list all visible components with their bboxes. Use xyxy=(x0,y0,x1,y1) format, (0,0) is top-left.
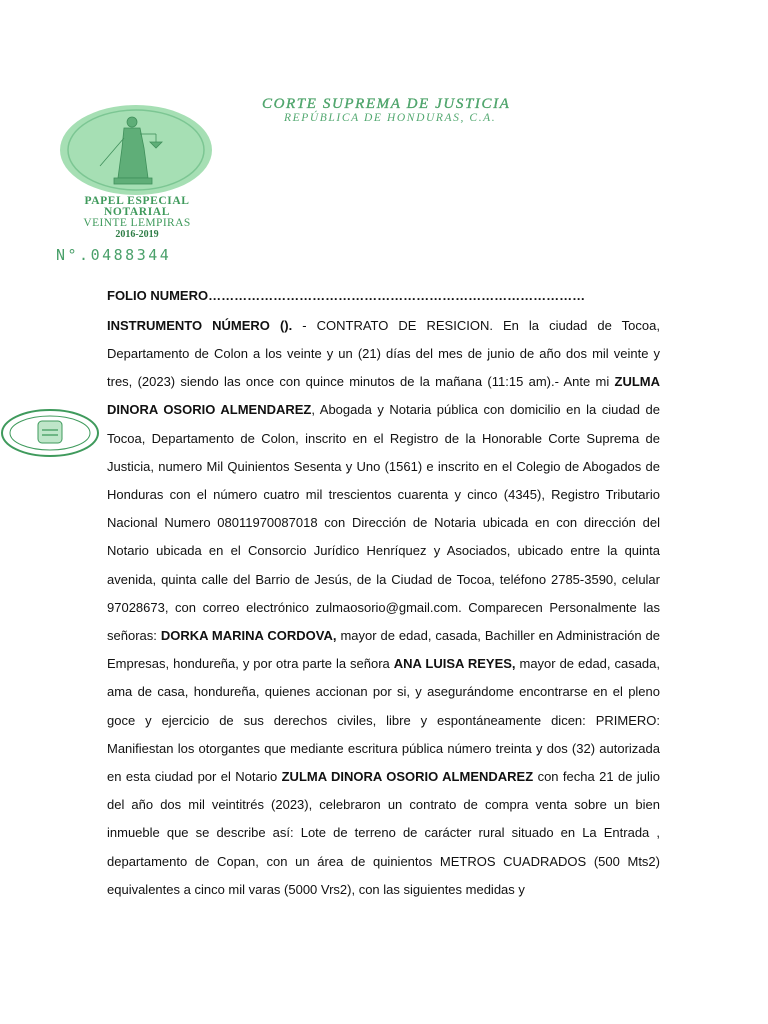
paragraph-text-4: mayor de edad, casada, ama de casa, hondureña, quienes accionan por si, y asegurándome encontrarse en el pleno goce y ejercicio de sus derechos civiles, libre y espontáneamente dicen: PRIMERO: Manifiestan los otorgantes que mediante escritura pública número treinta y dos (32) autorizada en esta ciudad por el Notario xyxy=(107,656,661,784)
instrument-label: INSTRUMENTO NÚMERO (). xyxy=(107,317,293,333)
court-title: CORTE SUPREMA DE JUSTICIA xyxy=(262,96,511,112)
contract-paragraph xyxy=(107,312,660,904)
paragraph-text-1: - CONTRATO DE RESICION. En la ciudad de Tocoa, Departamento de Colon a los veinte y un (21) días del mes de junio de año dos mil veinte y tres, (2023) siendo las once con quince minutos de la mañana (11:15 am).- Ante mi xyxy=(107,317,660,390)
notary-stamp-icon xyxy=(0,408,100,458)
seal-line-1: PAPEL ESPECIAL xyxy=(84,195,190,207)
seal-line-3: VEINTE LEMPIRAS xyxy=(83,217,191,229)
notarial-paper-seal xyxy=(58,104,216,240)
folio-line xyxy=(107,282,660,310)
paragraph-text-5: con fecha 21 de julio del año dos mil veintitrés (2023), celebraron un contrato de compra venta sobre un bien inmueble que se describe así: Lote de terreno de carácter rural situado en La Entrada , departamento de Copan, con un área de quinientos METROS CUADRADOS (500 Mts2) equivalentes a cinco mil varas (5000 Vrs2), con las siguientes medidas y xyxy=(107,768,661,897)
party-2-name: ANA LUISA REYES, xyxy=(393,656,516,672)
folio-label: FOLIO NUMERO…………………………………………………………………………… xyxy=(107,288,586,303)
document-body xyxy=(107,282,660,904)
notary-name-2: ZULMA DINORA OSORIO ALMENDAREZ xyxy=(281,768,534,784)
seal-line-2: NOTARIAL xyxy=(104,206,170,218)
justice-statue-seal-icon xyxy=(60,104,214,196)
party-1-name: DORKA MARINA CORDOVA, xyxy=(160,627,337,643)
seal-caption xyxy=(58,196,216,240)
notary-name: ZULMA DINORA OSORIO ALMENDAREZ xyxy=(107,374,660,418)
republic-subtitle: REPÚBLICA DE HONDURAS, C.A. xyxy=(284,112,497,124)
paragraph-text-2: , Abogada y Notaria pública con domicilio en la ciudad de Tocoa, Departamento de Colon, inscrito en el Registro de la Honorable Corte Suprema de Justicia, numero Mil Quinientos Sesenta y Uno (1561) e inscrito en el Colegio de Abogados de Honduras con el número cuatro mil trescientos cuarenta y cinco (4345), Registro Tributario Nacional Numero 08011970087018 con Dirección de Notaria ubicada en con dirección del Notario ubicada en el Consorcio Jurídico Henríquez y Asociados, ubicado entre la quinta avenida, quinta calle del Barrio de Jesús, de la Ciudad de Tocoa, teléfono 2785-3590, celular 97028673, con correo electrónico zulmaosorio@gmail.com. Comparecen Personalmente las señoras: xyxy=(107,402,660,643)
seal-line-4: 2016-2019 xyxy=(115,229,159,240)
serial-number: N°.0488344 xyxy=(56,246,172,264)
paragraph-text-3: mayor de edad, casada, Bachiller en Administración de Empresas, hondureña, y por otra parte la señora xyxy=(107,627,660,672)
